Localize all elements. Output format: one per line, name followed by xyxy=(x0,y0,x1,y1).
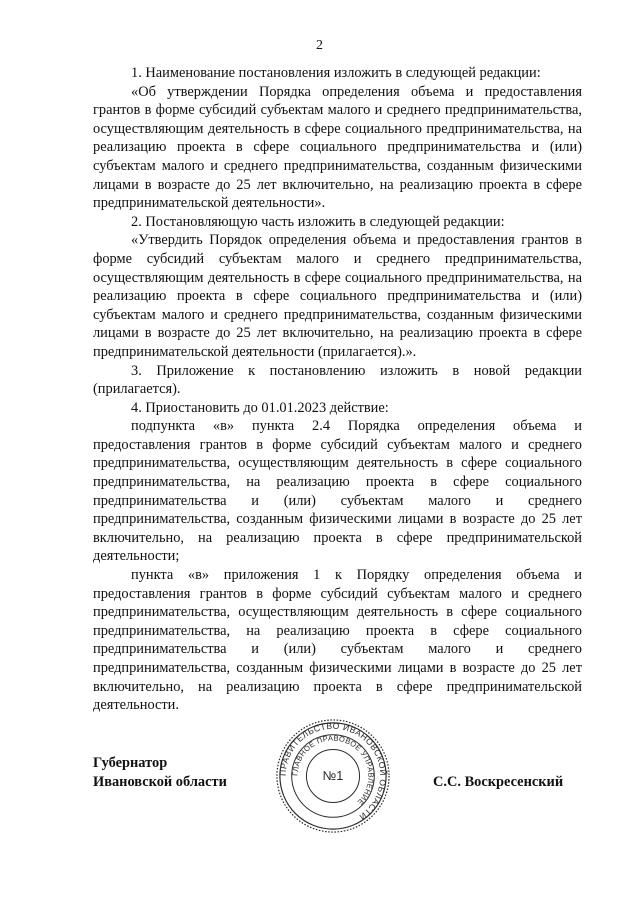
paragraph-6: 4. Приостановить до 01.01.2023 действие: xyxy=(131,399,389,416)
paragraph-1: 1. Наименование постановления изложить в следующей редакции: xyxy=(131,65,541,81)
official-seal xyxy=(274,717,392,835)
paragraph-4: «Утвердить Порядок определения объема и предоставления грантов в форме субсидий субъектам малого и среднего предпринимательства, осуществляющим деятельность в сфере социального предпринимательства, на реализацию проекта в сфере социального предпринимательства и (или) субъектам малого и среднего предпринимательства, созданным физическими лицами в возрасте до 25 лет включительно, на реализацию проекта в сфере предпринимательской деятельности (прилагается).». xyxy=(93,232,582,360)
seal-center-number: №1 xyxy=(322,767,344,783)
signatory-name: С.С. Воскресенский xyxy=(433,774,564,790)
page-number: 2 xyxy=(316,38,323,53)
paragraph-7: подпункта «в» пункта 2.4 Порядка определения объема и предоставления грантов в форме субсидий субъектам малого и среднего предпринимательства, осуществляющим деятельность в сфере социального предпринимательства, на реализацию проекта в сфере социального предпринимательства и (или) субъектам малого и среднего предпринимательства, созданным физическими лицами в возрасте до 25 лет включительно, на реализацию проекта в сфере предпринимательской деятельности; xyxy=(93,418,582,565)
signatory-title-line-1: Губернатор xyxy=(93,755,168,771)
signatory-title-line-2: Ивановской области xyxy=(93,774,227,790)
paragraph-8: пункта «в» приложения 1 к Порядку определения объема и предоставления грантов в форме субсидий субъектам малого и среднего предпринимательства, осуществляющим деятельность в сфере социального предпринимательства, на реализацию проекта в сфере социального предпринимательства и (или) субъектам малого и среднего предпринимательства, созданным физическими лицами в возрасте до 25 лет включительно, на реализацию проекта в сфере предпринимательской деятельности. xyxy=(93,567,582,714)
paragraph-2: «Об утверждении Порядка определения объема и предоставления грантов в форме субсидий субъектам малого и среднего предпринимательства, осуществляющим деятельность в сфере социального предпринимательства, на реализацию проекта в сфере социального предпринимательства и (или) субъектам малого и среднего предпринимательства, созданным физическими лицами в возрасте до 25 лет включительно, на реализацию проекта в сфере предпринимательской деятельности». xyxy=(93,83,582,212)
signatory-title xyxy=(93,754,227,792)
paragraph-3: 2. Постановляющую часть изложить в следующей редакции: xyxy=(131,213,505,230)
seal-outer-text: ПРАВИТЕЛЬСТВО ИВАНОВСКОЙ ОБЛАСТИ xyxy=(277,720,389,823)
document-body xyxy=(93,64,582,715)
seal-inner-text: ГЛАВНОЕ ПРАВОВОЕ УПРАВЛЕНИЕ xyxy=(290,733,376,808)
paragraph-5: 3. Приложение к постановлению изложить в новой редакции (прилагается). xyxy=(93,362,582,398)
